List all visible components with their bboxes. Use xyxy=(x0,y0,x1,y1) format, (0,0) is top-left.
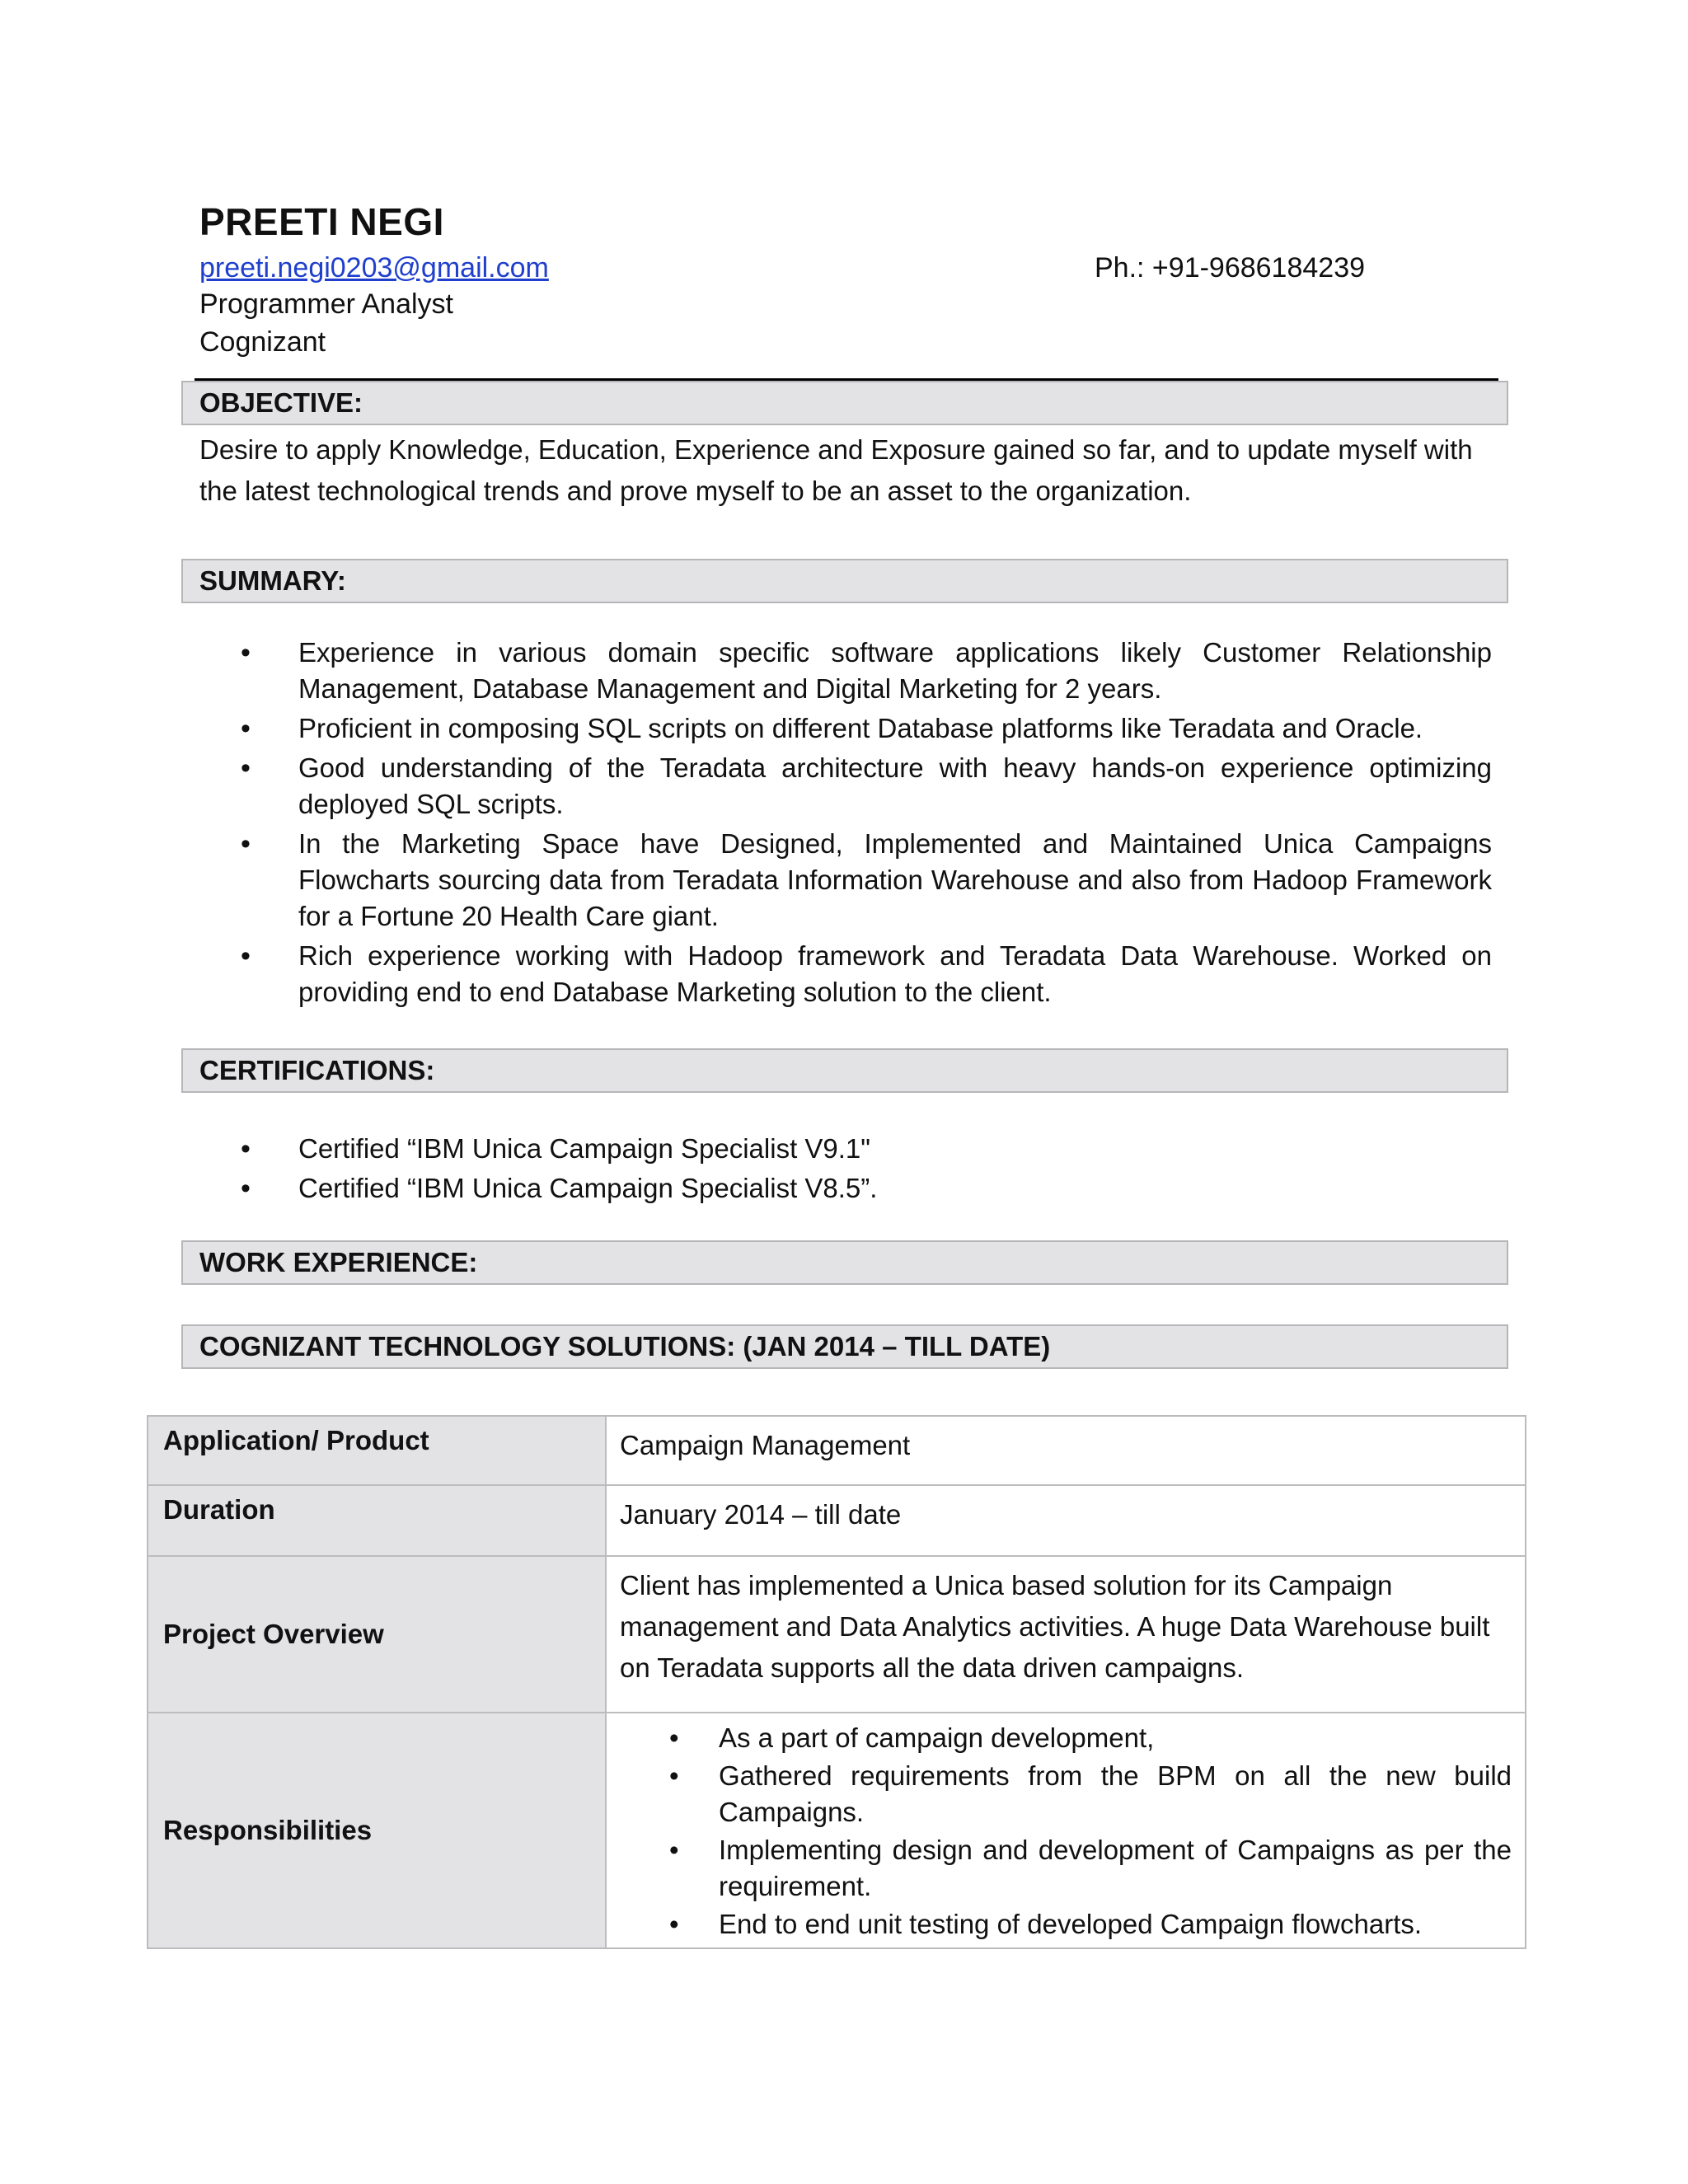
table-row xyxy=(148,1556,1526,1713)
phone-number: Ph.: +91-9686184239 xyxy=(1095,252,1366,284)
application-label: Application/ Product xyxy=(148,1416,606,1485)
list-item: • Proficient in composing SQL scripts on different Database platforms like Teradata and Oracle. xyxy=(199,710,1492,747)
summary-heading: SUMMARY: xyxy=(181,559,1508,603)
duration-value: January 2014 – till date xyxy=(606,1485,1526,1556)
table-row xyxy=(148,1416,1526,1485)
company-name: Cognizant xyxy=(199,326,326,358)
responsibilities-label: Responsibilities xyxy=(148,1713,606,1948)
objective-heading: OBJECTIVE: xyxy=(181,381,1508,425)
table-row xyxy=(148,1485,1526,1556)
summary-list xyxy=(199,635,1492,1014)
overview-label: Project Overview xyxy=(148,1556,606,1713)
objective-text: Desire to apply Knowledge, Education, Experience and Exposure gained so far, and to update myself with the latest technological trends and prove myself to be an asset to the organization. xyxy=(199,434,1473,506)
candidate-name: PREETI NEGI xyxy=(199,200,444,243)
certifications-heading: CERTIFICATIONS: xyxy=(181,1048,1508,1093)
list-item: • Good understanding of the Teradata architecture with heavy hands-on experience optimizing deployed SQL scripts. xyxy=(199,750,1492,823)
list-item: • Experience in various domain specific software applications likely Customer Relationship Management, Database Management and Digital Marketing for 2 years. xyxy=(199,635,1492,707)
job-title: Programmer Analyst xyxy=(199,288,453,320)
work-experience-heading: WORK EXPERIENCE: xyxy=(181,1240,1508,1285)
certifications-list xyxy=(199,1131,1492,1210)
list-item: • End to end unit testing of developed Campaign flowcharts. xyxy=(620,1906,1512,1943)
list-item: • Gathered requirements from the BPM on all the new build Campaigns. xyxy=(620,1758,1512,1830)
list-item: • Certified “IBM Unica Campaign Specialist V8.5”. xyxy=(199,1170,1492,1207)
list-item: • Implementing design and development of Campaigns as per the requirement. xyxy=(620,1832,1512,1905)
project-table xyxy=(147,1415,1526,1949)
list-item: • Rich experience working with Hadoop framework and Teradata Data Warehouse. Worked on providing end to end Database Marketing solution to the client. xyxy=(199,938,1492,1010)
responsibilities-list xyxy=(620,1720,1512,1943)
list-item: • Certified “IBM Unica Campaign Specialist V9.1" xyxy=(199,1131,1492,1167)
application-value: Campaign Management xyxy=(606,1416,1526,1485)
responsibilities-cell xyxy=(606,1713,1526,1948)
overview-value: Client has implemented a Unica based solution for its Campaign management and Data Analytics activities. A huge Data Warehouse built on Teradata supports all the data driven campaigns. xyxy=(606,1556,1526,1713)
email-link[interactable]: preeti.negi0203@gmail.com xyxy=(199,252,549,284)
list-item: • In the Marketing Space have Designed, Implemented and Maintained Unica Campaigns Flowcharts sourcing data from Teradata Information Warehouse and also from Hadoop Framework for a Fortune 20 Health Care giant. xyxy=(199,826,1492,935)
table-row xyxy=(148,1713,1526,1948)
list-item: • As a part of campaign development, xyxy=(620,1720,1512,1756)
duration-label: Duration xyxy=(148,1485,606,1556)
employer-heading: COGNIZANT TECHNOLOGY SOLUTIONS: (JAN 2014 – TILL DATE) xyxy=(181,1324,1508,1369)
